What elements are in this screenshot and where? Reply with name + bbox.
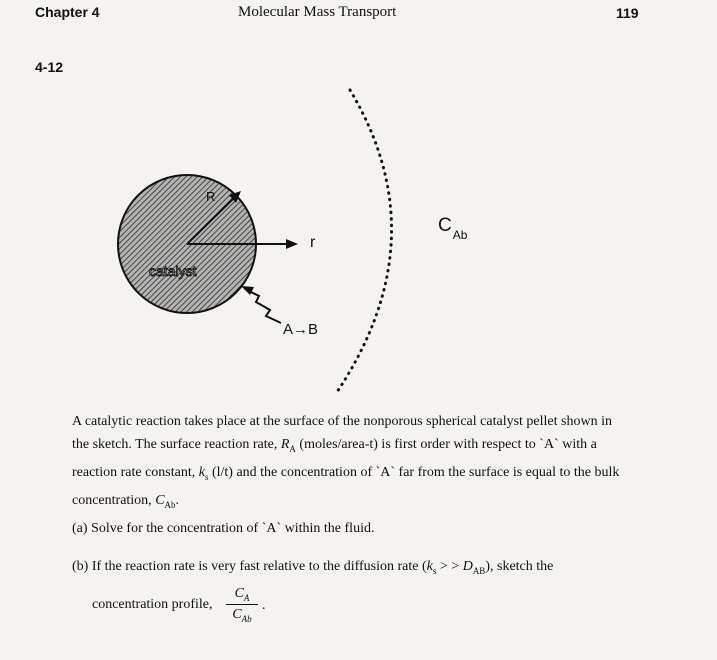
diffusion-arrowhead (241, 286, 254, 295)
rate-constant-subscript: s (204, 471, 209, 482)
question-b-b: ), sketch the (485, 559, 554, 574)
rate-symbol: R (280, 437, 290, 452)
rate-subscript: A (289, 443, 296, 454)
bulk-boundary-arc (335, 90, 392, 395)
statement-line-2-b: (moles/area-t) is first order with respect to `A` with a (299, 437, 597, 452)
statement-line-4-a: concentration, (72, 492, 152, 508)
bulk-conc-subscript: Ab (452, 228, 468, 242)
ratio-den-symbol: C (232, 606, 242, 622)
problem-statement (72, 410, 638, 516)
page-number: 119 (616, 5, 639, 21)
profile-label: concentration profile, (92, 597, 213, 612)
rate-constant-symbol: k (198, 464, 205, 480)
concentration-ratio (226, 586, 258, 624)
chapter-title: Molecular Mass Transport (238, 4, 397, 20)
bulk-conc-symbol: C (438, 215, 452, 236)
reaction-label: A→B (283, 321, 319, 338)
ratio-den-subscript: Ab (241, 613, 252, 624)
question-b (72, 559, 638, 576)
statement-line-2-a: the sketch. The surface reaction rate, (72, 437, 278, 452)
statement-line-2 (72, 433, 638, 461)
radius-label: R (206, 189, 216, 204)
bulk-concentration-label (438, 215, 468, 242)
statement-line-3-a: reaction rate constant, (72, 464, 196, 480)
r-label: r (310, 234, 316, 251)
bulk-conc-subscript-text: Ab (164, 499, 176, 510)
question-a: (a) Solve for the concentration of `A` within the fluid. (72, 521, 375, 536)
qb-ks-subscript: s (432, 565, 437, 576)
qb-dab-symbol: D (462, 559, 473, 574)
chapter-label: Chapter 4 (35, 4, 100, 20)
statement-line-4 (72, 489, 638, 517)
qb-much-greater: > > (436, 559, 463, 574)
ratio-numerator (226, 586, 258, 605)
qb-ks-symbol: k (426, 559, 433, 574)
ratio-num-subscript: A (243, 592, 250, 603)
ratio-denominator (226, 605, 258, 624)
ratio-period: . (262, 598, 266, 613)
statement-line-3 (72, 461, 638, 489)
catalyst-label: catalyst (149, 263, 197, 279)
ratio-num-symbol: C (234, 586, 244, 601)
bulk-conc-symbol-text: C (155, 492, 165, 508)
question-b-a: (b) If the reaction rate is very fast relative to the diffusion rate ( (72, 559, 427, 574)
statement-line-3-b: (l/t) and the concentration of `A` far from the surface is equal to the bulk (211, 464, 620, 480)
qb-dab-subscript: AB (472, 565, 486, 576)
r-arrowhead (286, 239, 298, 249)
statement-line-4-end: . (175, 492, 180, 508)
problem-number: 4-12 (35, 59, 64, 75)
statement-line-1: A catalytic reaction takes place at the surface of the nonporous spherical catalyst pellet shown in (72, 414, 612, 429)
